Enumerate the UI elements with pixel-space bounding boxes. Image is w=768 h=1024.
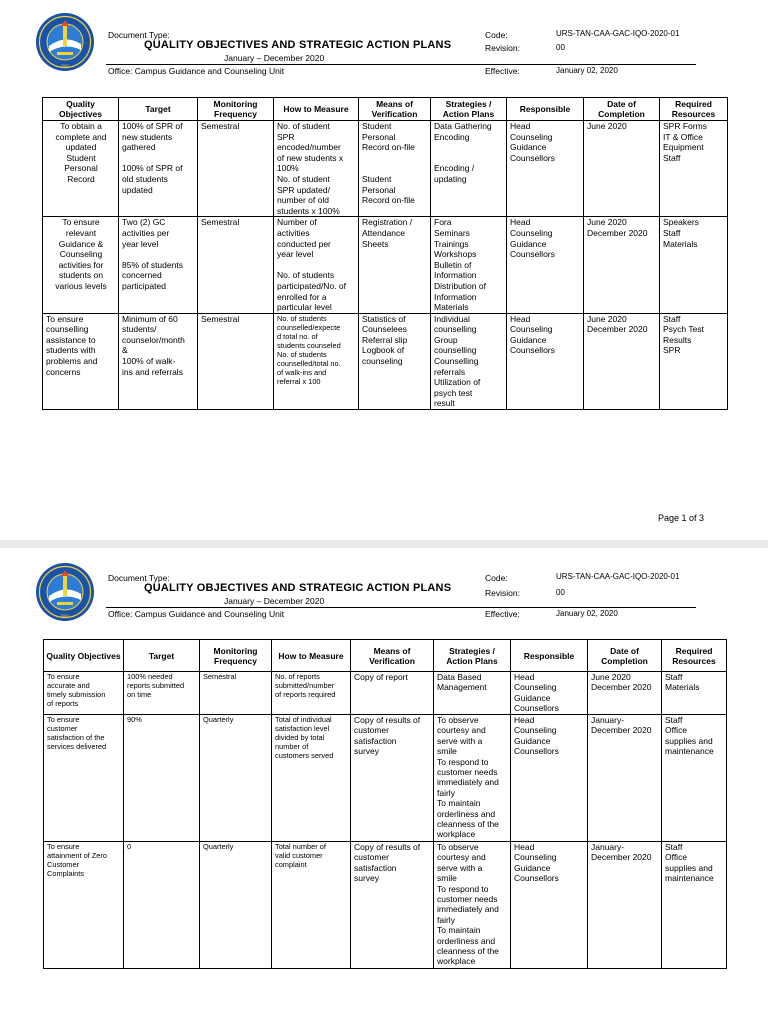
table-cell: To ensure customer satisfaction of the services delivered	[44, 715, 124, 842]
column-header: Target	[124, 640, 200, 672]
revision-label: Revision:	[485, 43, 520, 53]
table-cell: Registration / Attendance Sheets	[359, 217, 431, 313]
doc-type-label: Document Type:	[108, 30, 170, 40]
office-label: Office: Campus Guidance and Counseling Unit	[108, 609, 285, 619]
effective-label: Effective:	[485, 609, 520, 619]
quality-objectives-table	[42, 97, 728, 410]
table-cell: Fora Seminars Trainings Workshops Bulletin of Information Distribution of Information Materials	[431, 217, 507, 313]
table-cell: Total number of valid customer complaint	[272, 842, 351, 969]
table-cell: June 2020	[584, 121, 660, 217]
table-cell: 100% of SPR of new students gathered 100% of SPR of old students updated	[119, 121, 198, 217]
table-cell: Minimum of 60 students/ counselor/month & 100% of walk- ins and referrals	[119, 313, 198, 409]
table-cell: Semestral	[198, 217, 274, 313]
column-header: Strategies / Action Plans	[434, 640, 511, 672]
column-header: Responsible	[511, 640, 588, 672]
table-cell: Head Counseling Guidance Counsellors	[511, 842, 588, 969]
table-cell: To ensure accurate and timely submission of reports	[44, 672, 124, 715]
code-value: URS-TAN-CAA-GAC-IQO-2020-01	[556, 572, 680, 581]
table-cell: To ensure relevant Guidance & Counseling activities for students on various levels	[43, 217, 119, 313]
table-cell: Head Counseling Guidance Counsellors	[507, 313, 584, 409]
table-cell: Staff Psych Test Results SPR	[660, 313, 728, 409]
table-cell: June 2020 December 2020	[588, 672, 662, 715]
table-cell: January- December 2020	[588, 715, 662, 842]
table-cell: No. of reports submitted/number of reports required	[272, 672, 351, 715]
table-cell: 0	[124, 842, 200, 969]
code-value: URS-TAN-CAA-GAC-IQO-2020-01	[556, 29, 680, 38]
column-header: Quality Objectives	[43, 98, 119, 121]
table-cell: 90%	[124, 715, 200, 842]
table-cell: To ensure counselling assistance to students with problems and concerns	[43, 313, 119, 409]
table-cell: Quarterly	[200, 715, 272, 842]
column-header: How to Measure	[274, 98, 359, 121]
table-row	[44, 715, 727, 842]
page-number: Page 1 of 3	[657, 513, 704, 523]
office-label: Office: Campus Guidance and Counseling Unit	[108, 66, 285, 76]
table-cell: Head Counseling Guidance Counsellors	[507, 217, 584, 313]
column-header: Quality Objectives	[44, 640, 124, 672]
table-cell: Student Personal Record on-file Student Personal Record on-file	[359, 121, 431, 217]
column-header: Monitoring Frequency	[200, 640, 272, 672]
table-header-row	[43, 98, 728, 121]
table-cell: To obtain a complete and updated Student Personal Record	[43, 121, 119, 217]
table-header-row	[44, 640, 727, 672]
column-header: Required Resources	[662, 640, 727, 672]
table-cell: June 2020 December 2020	[584, 313, 660, 409]
table-row	[44, 842, 727, 969]
document-title: QUALITY OBJECTIVES AND STRATEGIC ACTION PLANS	[144, 582, 452, 594]
table-cell: To observe courtesy and serve with a smile To respond to customer needs immediately and fairly To maintain orderliness and cleanness of the workplace	[434, 715, 511, 842]
table-cell: Semestral	[198, 121, 274, 217]
column-header: How to Measure	[272, 640, 351, 672]
column-header: Means of Verification	[351, 640, 434, 672]
table-cell: Copy of results of customer satisfaction survey	[351, 715, 434, 842]
revision-value: 00	[556, 43, 565, 52]
svg-text:2001: 2001	[60, 613, 70, 618]
document-period: January – December 2020	[224, 596, 325, 606]
svg-text:2001: 2001	[60, 63, 70, 68]
table-cell: June 2020 December 2020	[584, 217, 660, 313]
table-cell: Speakers Staff Materials	[660, 217, 728, 313]
document-period: January – December 2020	[224, 53, 325, 63]
table-cell: Head Counseling Guidance Counsellors	[507, 121, 584, 217]
table-row	[44, 672, 727, 715]
university-seal-logo	[35, 562, 95, 622]
column-header: Date of Completion	[584, 98, 660, 121]
column-header: Required Resources	[660, 98, 728, 121]
code-label: Code:	[485, 573, 508, 583]
table-cell: Semestral	[200, 672, 272, 715]
table-cell: Data Based Management	[434, 672, 511, 715]
university-seal-logo	[35, 12, 95, 72]
table-cell: 100% needed reports submitted on time	[124, 672, 200, 715]
table-cell: Copy of report	[351, 672, 434, 715]
column-header: Monitoring Frequency	[198, 98, 274, 121]
column-header: Date of Completion	[588, 640, 662, 672]
table-cell: Number of activities conducted per year level No. of students participated/No. of enrolled for a particular level	[274, 217, 359, 313]
effective-label: Effective:	[485, 66, 520, 76]
table-cell: Staff Materials	[662, 672, 727, 715]
table-row	[43, 217, 728, 313]
column-header: Responsible	[507, 98, 584, 121]
table-row	[43, 121, 728, 217]
table-cell: Data Gathering Encoding Encoding / updating	[431, 121, 507, 217]
effective-value: January 02, 2020	[556, 66, 618, 75]
revision-label: Revision:	[485, 588, 520, 598]
table-cell: January- December 2020	[588, 842, 662, 969]
table-cell: Head Counseling Guidance Counsellors	[511, 672, 588, 715]
table-cell: Quarterly	[200, 842, 272, 969]
table-cell: Total of individual satisfaction level divided by total number of customers served	[272, 715, 351, 842]
doc-type-label: Document Type:	[108, 573, 170, 583]
column-header: Target	[119, 98, 198, 121]
table-cell: To observe courtesy and serve with a smile To respond to customer needs immediately and fairly To maintain orderliness and cleanness of the workplace	[434, 842, 511, 969]
table-cell: SPR Forms IT & Office Equipment Staff	[660, 121, 728, 217]
table-cell: Head Counseling Guidance Counsellors	[511, 715, 588, 842]
quality-objectives-table	[43, 639, 727, 969]
table-row	[43, 313, 728, 409]
table-cell: To ensure attainment of Zero Customer Complaints	[44, 842, 124, 969]
document-page-2	[0, 548, 768, 1024]
column-header: Means of Verification	[359, 98, 431, 121]
table-cell: Staff Office supplies and maintenance	[662, 715, 727, 842]
table-cell: Copy of results of customer satisfaction survey	[351, 842, 434, 969]
code-label: Code:	[485, 30, 508, 40]
document-title: QUALITY OBJECTIVES AND STRATEGIC ACTION PLANS	[144, 39, 452, 51]
table-cell: No. of student SPR encoded/number of new students x 100% No. of student SPR updated/ number of old students x 100%	[274, 121, 359, 217]
table-cell: Two (2) GC activities per year level 85% of students concerned participated	[119, 217, 198, 313]
table-cell: Semestral	[198, 313, 274, 409]
revision-value: 00	[556, 588, 565, 597]
table-cell: No. of students counselled/expecte d total no. of students counseled No. of students counselled/total no. of walk-ins and referral x 100	[274, 313, 359, 409]
column-header: Strategies / Action Plans	[431, 98, 507, 121]
effective-value: January 02, 2020	[556, 609, 618, 618]
table-cell: Statistics of Counselees Referral slip Logbook of counseling	[359, 313, 431, 409]
table-cell: Staff Office supplies and maintenance	[662, 842, 727, 969]
table-cell: Individual counselling Group counselling Counselling referrals Utilization of psych test result	[431, 313, 507, 409]
